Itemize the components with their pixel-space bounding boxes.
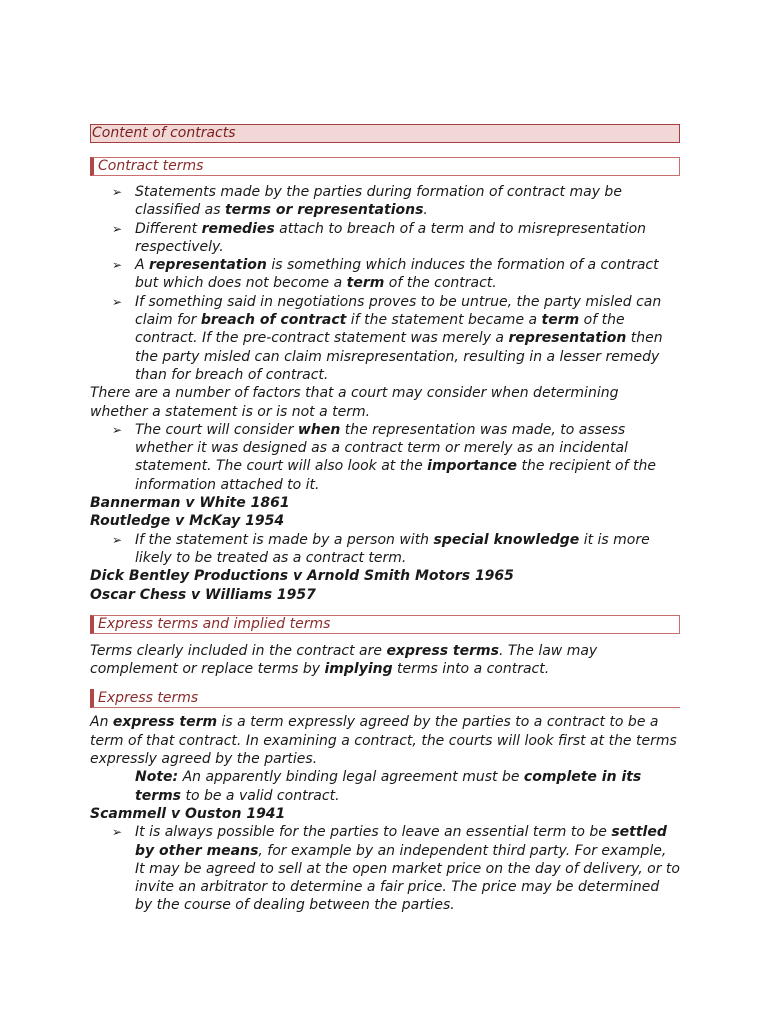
bold-run: representation bbox=[149, 257, 267, 274]
text-run: A bbox=[135, 257, 150, 274]
text-run: . bbox=[423, 202, 428, 219]
arrow-bullet-icon: ➢ bbox=[112, 532, 123, 547]
bold-run: settled by other means bbox=[135, 824, 667, 859]
text-run: An apparently binding legal agreement must be bbox=[178, 769, 524, 786]
list-item bbox=[90, 183, 680, 220]
section-heading-express-terms: Express terms bbox=[90, 689, 680, 708]
text-run: An bbox=[90, 714, 113, 731]
arrow-bullet-icon: ➢ bbox=[112, 825, 123, 840]
case-citation: Bannerman v White 1861 bbox=[90, 495, 290, 512]
list-item bbox=[90, 220, 680, 257]
text-run: Statements made by the parties during formation of contract may be classified as bbox=[135, 184, 622, 219]
bold-run: remedies bbox=[201, 220, 275, 237]
case-citation: Oscar Chess v Williams 1957 bbox=[90, 586, 316, 603]
bold-run: term bbox=[541, 312, 580, 329]
bold-run: when bbox=[297, 421, 341, 438]
bullet-list-3 bbox=[90, 531, 680, 568]
text-run: terms into a contract. bbox=[392, 661, 550, 678]
arrow-bullet-icon: ➢ bbox=[112, 221, 123, 236]
note-label: Note: bbox=[135, 769, 179, 786]
text-run: it is more likely to be treated as a contract term. bbox=[135, 531, 650, 566]
paragraph bbox=[90, 642, 680, 679]
case-citation: Scammell v Ouston 1941 bbox=[90, 805, 286, 822]
bullet-list-1 bbox=[90, 183, 680, 384]
text-run: , for example by an independent third party. For example, It may be agreed to sell at the open market price on the day of delivery, or to invite an arbitrator to determine a fair price. The price may be determined by the course of dealing between the parties. bbox=[135, 842, 680, 914]
text-run: then the party misled can claim misrepresentation, resulting in a lesser remedy than for breach of contract. bbox=[135, 330, 663, 383]
case-citation: Dick Bentley Productions v Arnold Smith Motors 1965 bbox=[90, 568, 514, 585]
bold-run: express term bbox=[112, 714, 218, 731]
list-item bbox=[90, 293, 680, 384]
arrow-bullet-icon: ➢ bbox=[112, 422, 123, 437]
text-run: to be a valid contract. bbox=[181, 787, 340, 804]
text-run: attach to breach of a term and to misrepresentation respectively. bbox=[135, 220, 647, 255]
bold-run: express terms bbox=[386, 642, 499, 659]
text-run: the recipient of the information attached to it. bbox=[135, 458, 656, 493]
bold-run: breach of contract bbox=[200, 312, 347, 329]
text-run: Different bbox=[135, 220, 202, 237]
text-run: If something said in negotiations proves to be untrue, the party misled can claim for bbox=[135, 293, 662, 329]
text-run: is something which induces the formation of a contract but which does not become a bbox=[135, 257, 659, 292]
bullet-list-4 bbox=[90, 823, 680, 914]
bold-run: complete in its terms bbox=[135, 769, 642, 804]
list-item bbox=[90, 421, 680, 494]
note-paragraph bbox=[90, 768, 680, 805]
section-heading-contract-terms: Contract terms bbox=[90, 157, 680, 176]
bold-run: terms or representations bbox=[224, 202, 424, 219]
bold-run: implying bbox=[324, 661, 393, 678]
text-run: If the statement is made by a person with bbox=[135, 531, 434, 548]
bold-run: importance bbox=[427, 458, 518, 475]
document-title: Content of contracts bbox=[90, 124, 680, 143]
text-run: the representation was made, to assess whether it was designed as a contract term or merely as an incidental statement. The court will also look at the bbox=[135, 421, 628, 475]
section-heading-express-implied: Express terms and implied terms bbox=[90, 615, 680, 634]
list-item bbox=[90, 823, 680, 914]
text-run: is a term expressly agreed by the parties to a contract to be a term of that contract. In examining a contract, the courts will look first at the terms expressly agreed by the parties. bbox=[90, 714, 677, 768]
text-run: of the contract. bbox=[384, 275, 497, 292]
document-content bbox=[90, 124, 680, 915]
text-run: of the contract. If the pre-contract statement was merely a bbox=[135, 312, 625, 347]
list-item bbox=[90, 531, 680, 568]
list-item bbox=[90, 256, 680, 293]
text-run: Terms clearly included in the contract are bbox=[90, 642, 387, 659]
bold-run: term bbox=[346, 275, 385, 292]
paragraph bbox=[90, 713, 680, 768]
text-run: if the statement became a bbox=[346, 312, 542, 329]
case-citation: Routledge v McKay 1954 bbox=[90, 513, 285, 530]
arrow-bullet-icon: ➢ bbox=[112, 185, 123, 199]
text-run: The court will consider bbox=[135, 421, 298, 438]
text-run: It is always possible for the parties to leave an essential term to be bbox=[135, 824, 612, 841]
bold-run: special knowledge bbox=[433, 531, 580, 548]
paragraph: There are a number of factors that a court may consider when determining whether a statement is or is not a term. bbox=[90, 385, 619, 420]
arrow-bullet-icon: ➢ bbox=[112, 294, 123, 309]
text-run: . The law may complement or replace terms by bbox=[90, 642, 598, 678]
arrow-bullet-icon: ➢ bbox=[112, 258, 123, 273]
bullet-list-2 bbox=[90, 421, 680, 494]
bold-run: representation bbox=[508, 330, 627, 347]
